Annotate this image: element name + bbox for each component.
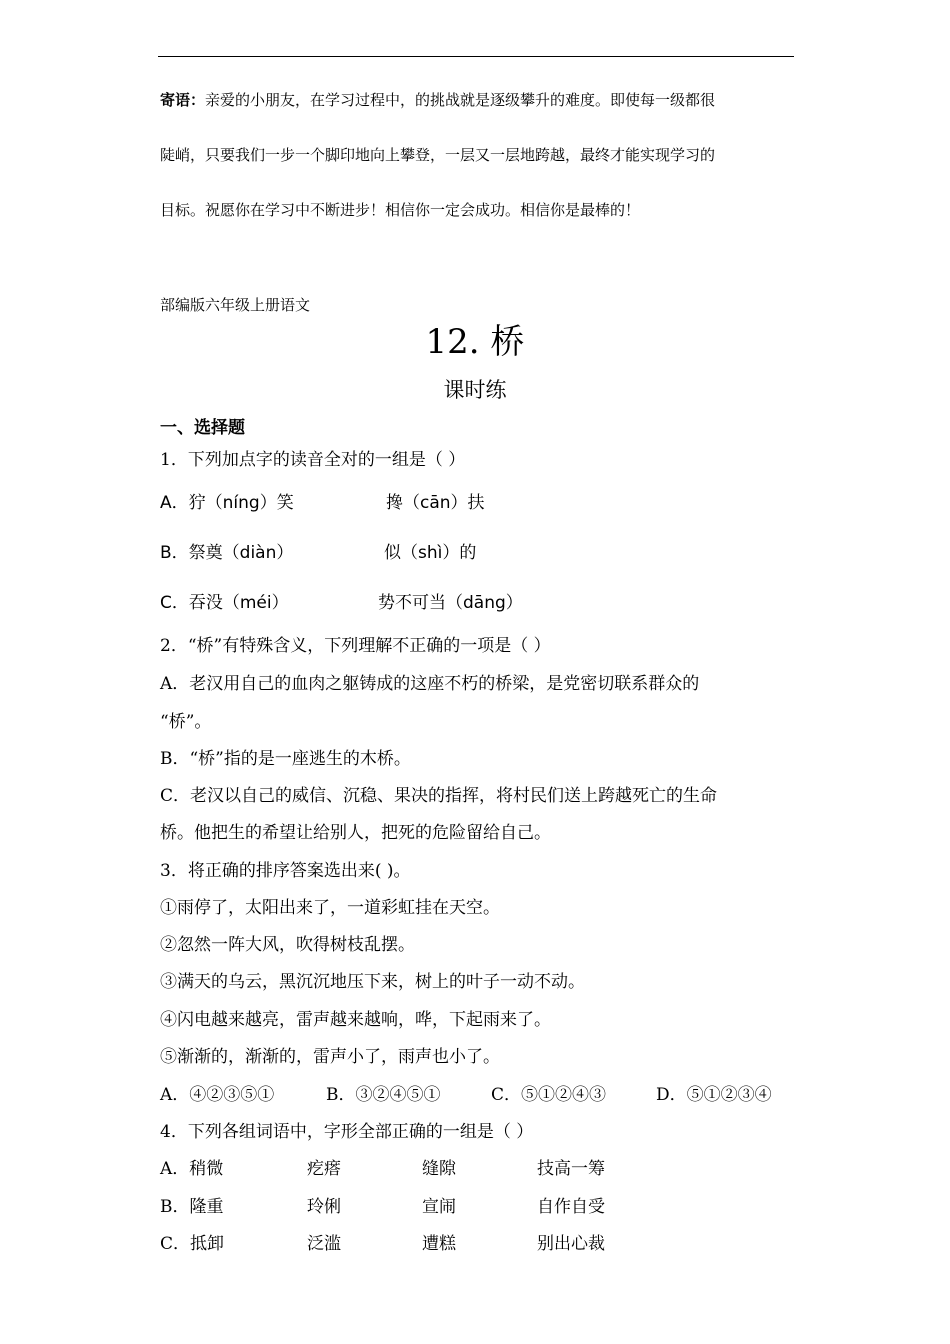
q4-c-word2: 泛滥: [307, 1234, 341, 1254]
q3-item-4: ④闪电越来越亮，雷声越来越响，哗，下起雨来了。: [160, 1010, 551, 1030]
q2-stem: 2．“桥”有特殊含义，下列理解不正确的一项是（ ）: [160, 636, 551, 656]
q4-c-word4: 别出心裁: [537, 1234, 605, 1254]
q1-option-c: [160, 592, 523, 614]
q1-a1: A．狞（níng）笑: [160, 493, 294, 513]
q4-a-word3: 缝隙: [422, 1159, 456, 1179]
q1-b2: 似（shì）的: [384, 543, 477, 563]
message-text-1: 亲爱的小朋友，在学习过程中，的挑战就是逐级攀升的难度。即使每一级都很: [205, 91, 716, 109]
q1-c1: C．吞没（méi）: [160, 593, 289, 613]
q3-option-a: A．④②③⑤①: [160, 1085, 275, 1105]
page-subtitle: 课时练: [443, 378, 507, 402]
q4-b-word4: 自作自受: [537, 1197, 605, 1217]
q4-b-word3: 宣闹: [422, 1197, 456, 1217]
q2-option-c-line2: 桥。他把生的希望让给别人，把死的危险留给自己。: [160, 823, 551, 843]
q3-item-1: ①雨停了，太阳出来了，一道彩虹挂在天空。: [160, 898, 500, 918]
q4-a-word4: 技高一筹: [537, 1159, 605, 1179]
q3-item-5: ⑤渐渐的，渐渐的，雷声小了，雨声也小了。: [160, 1047, 500, 1067]
q4-c-word1: C．抵卸: [160, 1234, 225, 1254]
q2-option-c-line1: C．老汉以自己的威信、沉稳、果决的指挥，将村民们送上跨越死亡的生命: [160, 786, 718, 806]
section-heading: 一、选择题: [160, 418, 245, 438]
q3-stem: 3．将正确的排序答案选出来( )。: [160, 861, 411, 881]
q2-option-a-line2: “桥”。: [160, 712, 212, 732]
q3-option-c: C．⑤①②④③: [491, 1085, 607, 1105]
q3-option-d: D．⑤①②③④: [656, 1085, 772, 1105]
q2-option-b: B．“桥”指的是一座逃生的木桥。: [160, 749, 411, 769]
q4-b-word1: B．隆重: [160, 1197, 224, 1217]
q4-stem: 4．下列各组词语中，字形全部正确的一组是（ ）: [160, 1122, 534, 1142]
q4-c-word3: 遭糕: [422, 1234, 456, 1254]
q1-option-a: [160, 492, 485, 514]
message-line-1: [160, 89, 715, 111]
q1-stem: 1．下列加点字的读音全对的一组是（ ）: [160, 450, 466, 470]
message-line-3: 目标。祝愿你在学习中不断进步！相信你一定会成功。相信你是最棒的！: [160, 201, 641, 219]
message-label: 寄语：: [160, 91, 206, 109]
q1-option-b: [160, 542, 477, 564]
q3-item-3: ③满天的乌云，黑沉沉地压下来，树上的叶子一动不动。: [160, 972, 585, 992]
q4-b-word2: 玲俐: [307, 1197, 341, 1217]
q1-b1: B．祭奠（diàn）: [160, 543, 294, 563]
header-rule: [158, 56, 794, 57]
q1-c2: 势不可当（dāng）: [378, 593, 523, 613]
q4-a-word2: 疙瘩: [307, 1159, 341, 1179]
q2-option-a-line1: A．老汉用自己的血肉之躯铸成的这座不朽的桥梁，是党密切联系群众的: [160, 674, 700, 694]
q3-option-b: B．③②④⑤①: [326, 1085, 441, 1105]
series-label: 部编版六年级上册语文: [160, 296, 311, 314]
q4-a-word1: A．稍微: [160, 1159, 224, 1179]
page-title: 12. 桥: [425, 322, 525, 362]
q3-item-2: ②忽然一阵大风，吹得树枝乱摆。: [160, 935, 415, 955]
q1-a2: 搀（cān）扶: [386, 493, 485, 513]
message-line-2: 陡峭，只要我们一步一个脚印地向上攀登，一层又一层地跨越，最终才能实现学习的: [160, 146, 716, 164]
